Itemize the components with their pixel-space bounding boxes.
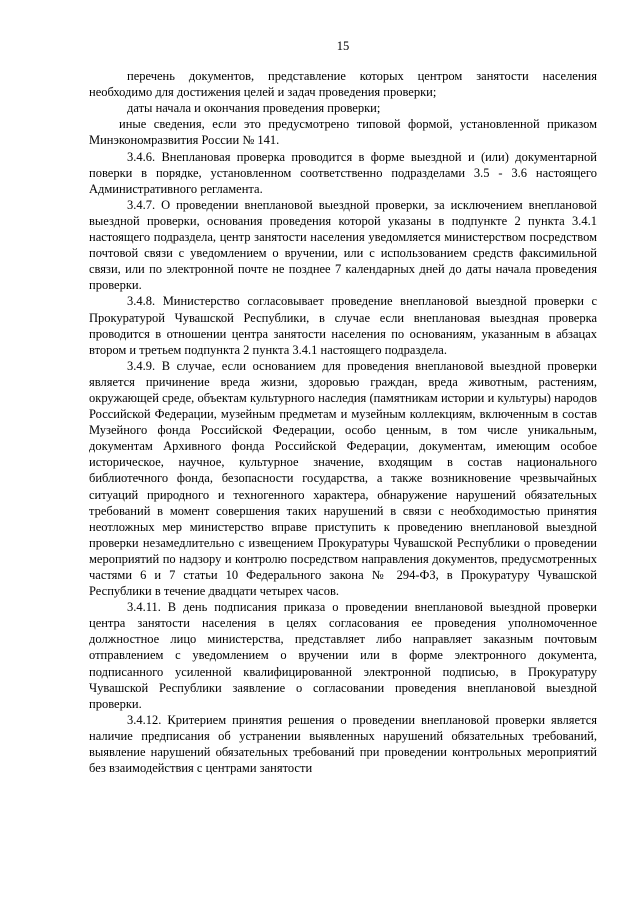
paragraph-3-4-7: 3.4.7. О проведении внеплановой выездной проверки, за исключением внеплановой выездной проверки, основания проведения которой указаны в подпункте 2 пункта 3.4.1 настоящего подраздела, центр занятости населения уведомляется министерством посредством почтовой связи с уведомлением о вручении, или с использованием средств факсимильной связи, или по электронной почте не позднее 7 календарных дней до даты начала проведения проверки. xyxy=(89,197,597,293)
paragraph-3-4-8: 3.4.8. Министерство согласовывает проведение внеплановой выездной проверки с Прокуратурой Чувашской Республики, в случае если внеплановая выездная проверка проводится в отношении центра занятости населения по основаниям, указанным в абзацах втором и третьем подпункта 2 пункта 3.4.1 настоящего подраздела. xyxy=(89,294,597,357)
page-number: 15 xyxy=(336,39,350,53)
paragraph-3-4-11: 3.4.11. В день подписания приказа о проведении внеплановой выездной проверки центра занятости населения в целях согласования ее проведения уполномоченное должностное лицо министерства, представляет либо направляет заказным почтовым отправлением с уведомлением о вручении или в форме электронного документа, подписанного усиленной квалифицированной электронной подписью, в Прокуратуру Чувашской Республики заявление о согласовании проведения внеплановой выездной проверки. xyxy=(89,600,597,711)
paragraph-3-4-6: 3.4.6. Внеплановая проверка проводится в форме выездной и (или) документарной поверки в порядке, установленном соответственно подразделами 3.5 - 3.6 настоящего Административного регламента. xyxy=(89,149,597,196)
paragraph-other-info: иные сведения, если это предусмотрено типовой формой, установленной приказом Минэкономразвития России № 141. xyxy=(89,117,597,148)
paragraph-3-4-12: 3.4.12. Критерием принятия решения о проведении внеплановой проверки является наличие предписания об устранении выявленных нарушений обязательных требований, выявление нарушений обязательных требований при проведении контрольных мероприятий без взаимодействия с центрами занятости xyxy=(89,712,597,776)
paragraph-3-4-9: 3.4.9. В случае, если основанием для проведения внеплановой выездной проверки является причинение вреда жизни, здоровью граждан, вреда животным, растениям, окружающей среде, объектам культурного наследия (памятникам истории и культуры) народов Российской Федерации, музейным предметам и музейным коллекциям, включенным в состав Музейного фонда Российской Федерации, особо ценным, в том числе уникальным, документам Архивного фонда Российской Федерации, документам, имеющим особое историческое, научное, культурное значение, входящим в состав национального библиотечного фонда, безопасности государства, а также возникновение чрезвычайных ситуаций природного и техногенного характера, обнаружение нарушений обязательных требований в момент совершения таких нарушений в связи с необходимостью принятия неотложных мер министерство вправе приступить к проведению внеплановой выездной проверки незамедлительно с извещением Прокуратуры Чувашской Республики о проведении мероприятий по надзору и контролю посредством направления документов, предусмотренных частями 6 и 7 статьи 10 Федерального закона № 294-ФЗ, в Прокуратуру Чувашской Республики в течение двадцати четырех часов. xyxy=(89,358,597,599)
paragraph-document-list: перечень документов, представление которых центром занятости населения необходимо для достижения целей и задач проведения проверки; xyxy=(89,69,597,100)
paragraph-inspection-dates: даты начала и окончания проведения проверки; xyxy=(127,101,381,116)
